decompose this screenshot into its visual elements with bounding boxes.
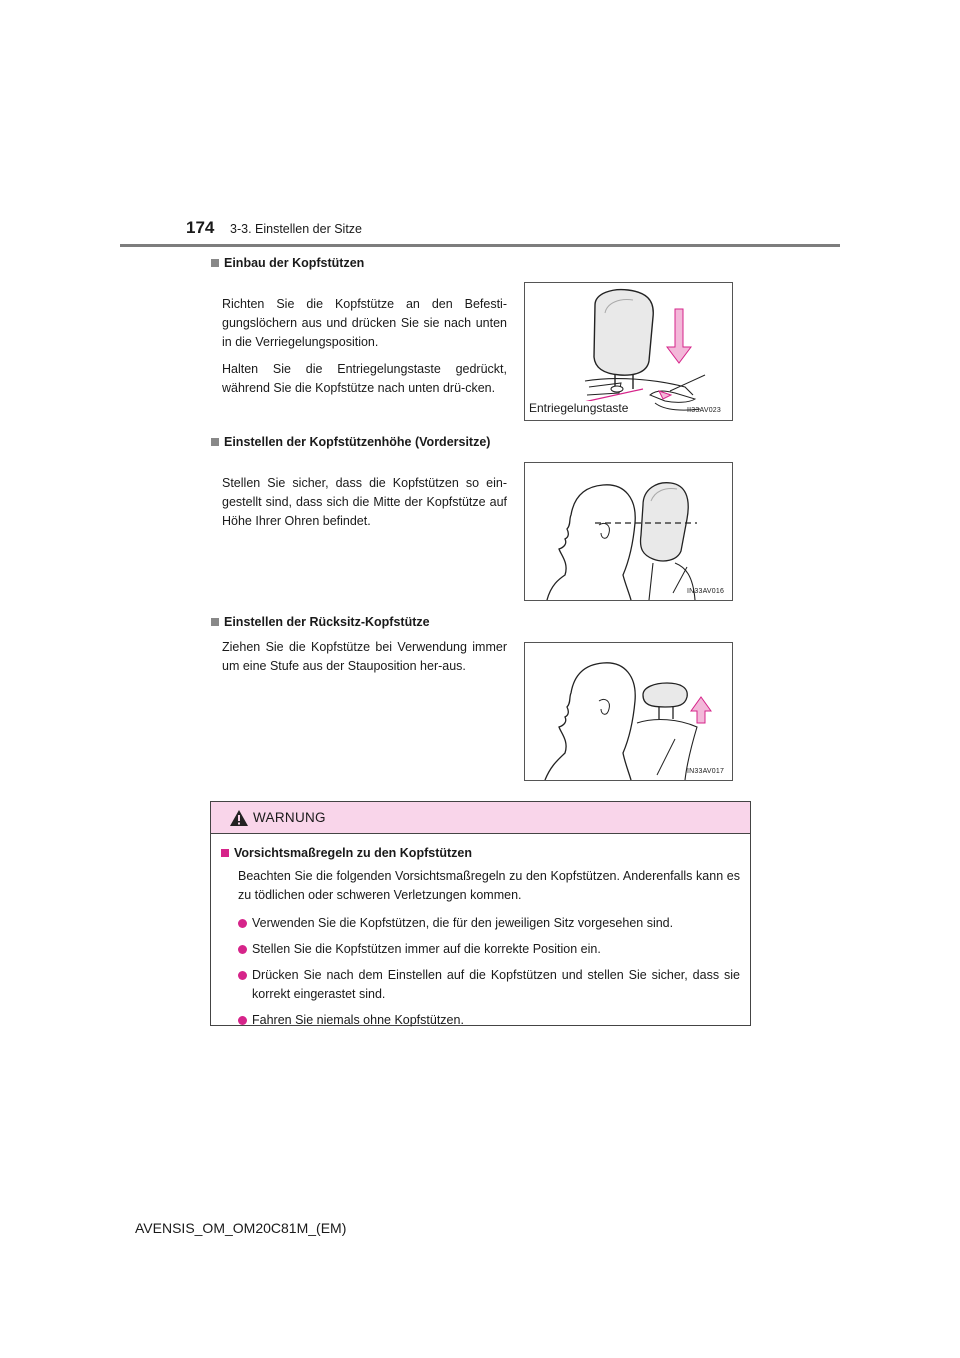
warning-body <box>211 834 750 1030</box>
square-bullet-icon <box>211 618 219 626</box>
bullet-dot-icon <box>238 1016 247 1025</box>
figure-front-headrest-height <box>524 462 733 601</box>
header-rule <box>120 244 840 247</box>
square-bullet-icon <box>221 849 229 857</box>
front-headrest-illustration <box>525 463 732 600</box>
footer-doc-id: AVENSIS_OM_OM20C81M_(EM) <box>135 1220 347 1236</box>
figure-label-release-button: Entriegelungstaste <box>529 401 629 415</box>
bullet-dot-icon <box>238 919 247 928</box>
figure-code: IN33AV017 <box>687 768 725 775</box>
warning-bullet: Drücken Sie nach dem Einstellen auf die Kopfstützen und stellen Sie sicher, dass sie korrekt eingerastet sind. <box>221 966 740 1004</box>
warning-bullet: Verwenden Sie die Kopfstützen, die für den jeweiligen Sitz vorgesehen sind. <box>221 914 740 933</box>
section-heading-height-front: Einstellen der Kopfstützenhöhe (Vordersitze) <box>211 435 490 449</box>
figure-rear-headrest <box>524 642 733 781</box>
section-heading-install: Einbau der Kopfstützen <box>211 256 364 270</box>
warning-intro: Beachten Sie die folgenden Vorsichtsmaßregeln zu den Kopfstützen. Anderenfalls kann es zu tödlichen oder schweren Verletzungen kommen. <box>238 869 740 902</box>
page-number: 174 <box>186 218 215 237</box>
section-title: 3-3. Einstellen der Sitze <box>230 222 363 236</box>
warning-header <box>211 802 750 834</box>
section-text-height-front: Stellen Sie sicher, dass die Kopfstützen so ein-gestellt sind, dass sich die Mitte der Kopfstütze auf Höhe Ihrer Ohren befindet. <box>222 476 507 528</box>
section-text-rear: Ziehen Sie die Kopfstütze bei Verwendung immer um eine Stufe aus der Stauposition her-aus. <box>222 640 507 673</box>
figure-code: II33AV023 <box>687 407 721 414</box>
section-heading-rear: Einstellen der Rücksitz-Kopfstütze <box>211 615 430 629</box>
warning-triangle-icon <box>229 809 249 827</box>
square-bullet-icon <box>211 259 219 267</box>
bullet-dot-icon <box>238 945 247 954</box>
rear-headrest-illustration <box>525 643 732 780</box>
square-bullet-icon <box>211 438 219 446</box>
warning-bullet: Fahren Sie niemals ohne Kopfstützen. <box>221 1011 740 1030</box>
warning-bullet: Stellen Sie die Kopfstützen immer auf die korrekte Position ein. <box>221 940 740 959</box>
warning-title: WARNUNG <box>253 810 326 825</box>
warning-heading: Vorsichtsmaßregeln zu den Kopfstützen <box>221 846 740 860</box>
bullet-dot-icon <box>238 971 247 980</box>
figure-install-headrest <box>524 282 733 421</box>
figure-code: IN33AV016 <box>687 588 725 595</box>
headrest-install-illustration <box>525 283 732 420</box>
section-text-install: Richten Sie die Kopfstütze an den Befesti-gungslöchern aus und drücken Sie sie nach unten in die Verriegelungsposition. Halten Sie die Entriegelungstaste gedrückt, während Sie die Kopfstütze nach unten drü-cken. <box>222 297 507 395</box>
warning-box <box>210 801 751 1026</box>
